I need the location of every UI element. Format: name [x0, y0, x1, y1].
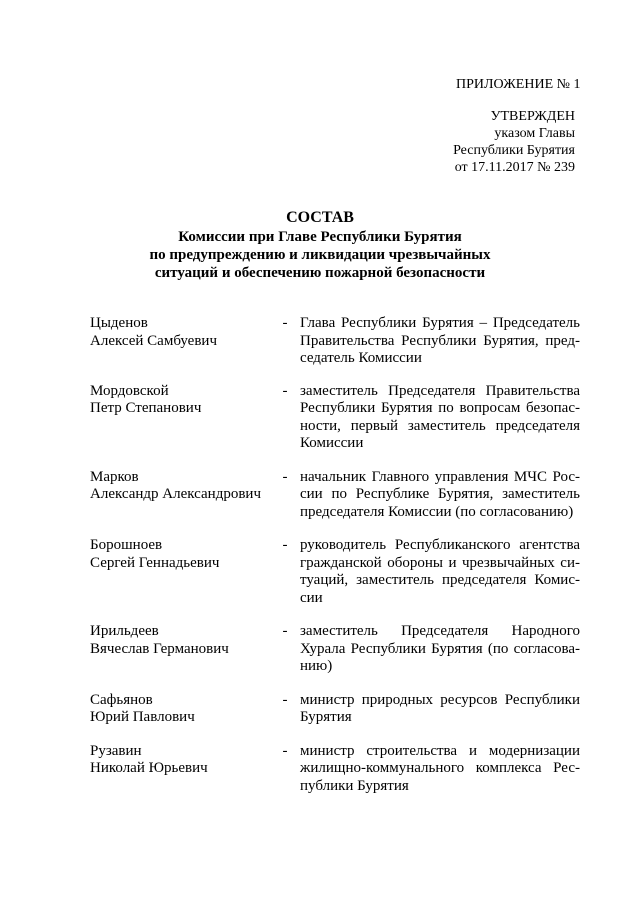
title-main: СОСТАВ	[286, 209, 354, 226]
member-name	[90, 537, 280, 572]
member-role: министр строительства и модернизации жилищно-коммунального комплекса Республики Бурятия	[300, 742, 580, 794]
member-dash: -	[282, 382, 288, 399]
member-role: заместитель Председателя Народного Хурала Республики Бурятия (по согласованию)	[300, 623, 580, 674]
member-surname: Марков	[90, 468, 139, 485]
member-name	[90, 315, 280, 350]
member-name	[90, 692, 280, 727]
member-dash: -	[282, 537, 288, 553]
approval-stamp	[440, 108, 575, 176]
member-dash: -	[282, 742, 288, 759]
member-given-name: Вячеслав Германович	[90, 640, 229, 657]
member-given-name: Николай Юрьевич	[90, 760, 208, 776]
member-given-name: Александр Александрович	[90, 486, 261, 502]
member-given-name: Алексей Самбуевич	[90, 332, 217, 349]
appendix-label: ПРИЛОЖЕНИЕ № 1	[456, 77, 581, 92]
member-dash: -	[282, 315, 288, 331]
member-name	[90, 623, 280, 658]
member-surname: Рузавин	[90, 742, 142, 759]
member-given-name: Сергей Геннадьевич	[90, 554, 220, 571]
title-line-1: Комиссии при Главе Республики Бурятия	[178, 229, 462, 245]
member-surname: Ирильдеев	[90, 623, 159, 639]
member-surname: Борошноев	[90, 537, 163, 553]
member-surname: Мордовской	[90, 382, 169, 399]
approval-line-republic: Республики Бурятия	[453, 143, 575, 158]
member-given-name: Петр Степанович	[90, 400, 202, 416]
member-entry	[90, 692, 580, 727]
member-dash: -	[282, 691, 288, 708]
member-name	[90, 383, 280, 418]
title-line-3: ситуаций и обеспечению пожарной безопасности	[154, 265, 486, 281]
member-role: министр природных ресурсов Республики Бурятия	[300, 691, 580, 725]
member-name	[90, 743, 280, 778]
member-role: заместитель Председателя Правительства Республики Бурятия по вопросам безопасности, первый заместитель председателя Комиссии	[300, 382, 580, 451]
member-surname: Сафьянов	[90, 691, 153, 708]
approval-line-date: от 17.11.2017 № 239	[454, 160, 575, 175]
member-dash: -	[282, 468, 288, 485]
approval-line-decree: указом Главы	[494, 126, 575, 141]
member-role: руководитель Республиканского агентства гражданской обороны и чрезвычайных ситуаций, заместитель председателя Комиссии	[300, 537, 580, 606]
title-line-2: по предупреждению и ликвидации чрезвычайных	[149, 247, 491, 263]
member-entry	[90, 743, 580, 796]
member-entry	[90, 383, 580, 453]
member-surname: Цыденов	[90, 315, 148, 331]
member-entry	[90, 623, 580, 676]
member-entry	[90, 469, 580, 522]
document-title	[100, 208, 540, 282]
member-role: начальник Главного управления МЧС России по Республике Бурятия, заместитель председателя Комиссии (по согласованию)	[300, 468, 580, 520]
member-dash: -	[282, 623, 288, 639]
members-list	[90, 315, 580, 795]
member-name	[90, 469, 280, 504]
member-entry	[90, 537, 580, 607]
member-role: Глава Республики Бурятия – Председатель Правительства Республики Бурятия, председатель Комиссии	[300, 315, 580, 366]
member-entry	[90, 315, 580, 368]
approval-line-approved: УТВЕРЖДЕН	[490, 109, 575, 124]
member-given-name: Юрий Павлович	[90, 709, 195, 725]
